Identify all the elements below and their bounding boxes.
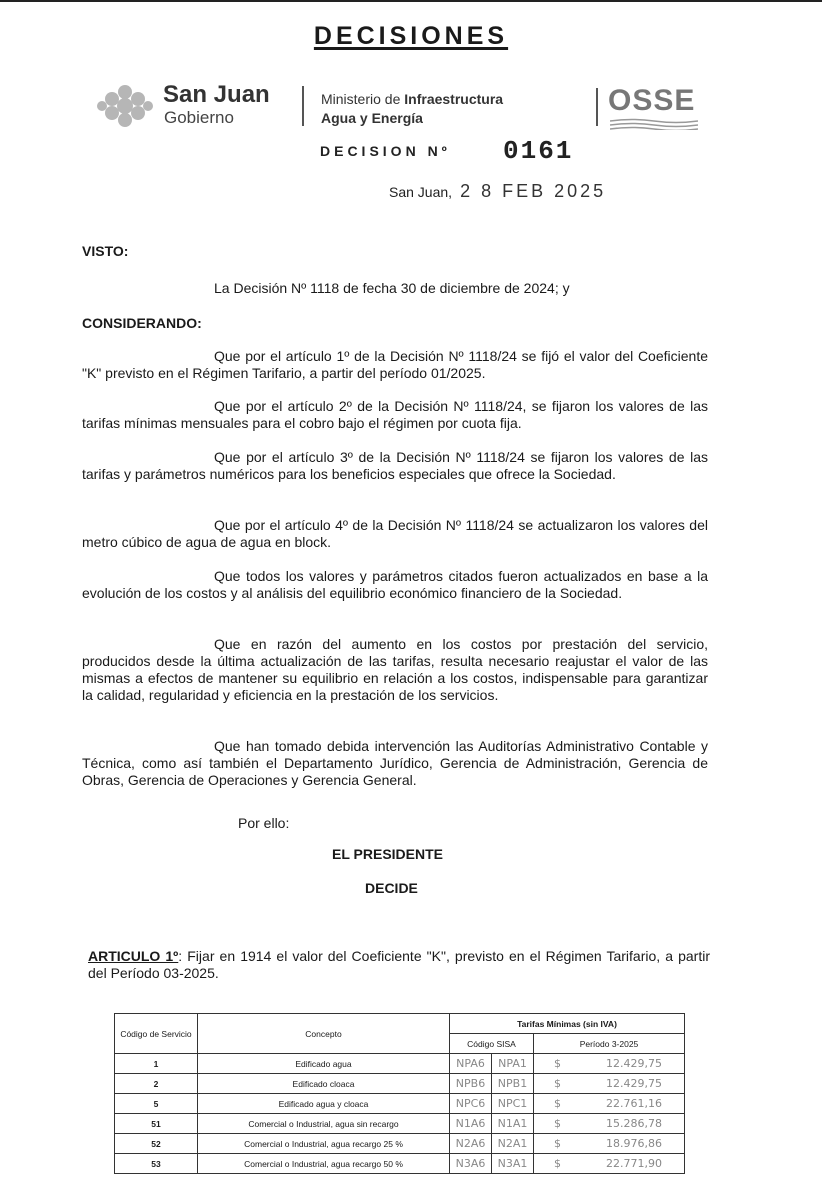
cell-sisa-2: NPC1	[492, 1094, 534, 1114]
cell-sisa-1: NPC6	[450, 1094, 492, 1114]
cell-sisa-2: N3A1	[492, 1154, 534, 1174]
agency-logo: OSSE	[608, 84, 696, 117]
paragraph: Que por el artículo 1º de la Decisión Nº 1118/24 se fijó el valor del Coeficiente "K" previsto en el Régimen Tarifario, a partir del período 01/2025.	[82, 348, 708, 381]
cell-code: 51	[115, 1114, 198, 1134]
cell-sisa-1: NPB6	[450, 1074, 492, 1094]
cell-concept: Edificado agua	[198, 1054, 450, 1074]
decision-number: 0161	[503, 136, 574, 166]
cell-concept: Comercial o Industrial, agua recargo 25 %	[198, 1134, 450, 1154]
cell-amount: $ 12.429,75	[534, 1074, 685, 1094]
section-title: DECISIONES	[313, 22, 509, 50]
table-row	[115, 1054, 685, 1074]
por-ello: Por ello:	[238, 815, 290, 831]
header-concept: Concepto	[198, 1014, 450, 1054]
cell-amount: $ 15.286,78	[534, 1114, 685, 1134]
cell-sisa-1: N1A6	[450, 1114, 492, 1134]
waves-icon	[610, 118, 698, 130]
table-row	[115, 1154, 685, 1174]
date-line: San Juan, 2 8 FEB 2025	[389, 181, 607, 201]
paragraph: Que todos los valores y parámetros citados fueron actualizados en base a la evolución de los costos y al análisis del equilibrio económico financiero de la Sociedad.	[82, 568, 708, 601]
paragraph: Que por el artículo 4º de la Decisión Nº 1118/24 se actualizaron los valores del metro cúbico de agua de agua en block.	[82, 517, 708, 550]
table-row	[115, 1074, 685, 1094]
cell-code: 52	[115, 1134, 198, 1154]
divider	[302, 86, 304, 126]
cell-sisa-1: NPA6	[450, 1054, 492, 1074]
cell-concept: Comercial o Industrial, agua sin recargo	[198, 1114, 450, 1134]
cell-concept: Edificado agua y cloaca	[198, 1094, 450, 1114]
top-rule	[0, 0, 822, 2]
cell-sisa-2: N1A1	[492, 1114, 534, 1134]
cell-concept: Edificado cloaca	[198, 1074, 450, 1094]
org-sub: Gobierno	[164, 108, 234, 127]
cell-code: 1	[115, 1054, 198, 1074]
divider	[596, 88, 598, 126]
visto-heading: VISTO:	[82, 243, 129, 259]
date-stamp: 2 8 FEB 2025	[460, 181, 607, 201]
cell-code: 2	[115, 1074, 198, 1094]
cell-sisa-2: NPA1	[492, 1054, 534, 1074]
paragraph: Que por el artículo 2º de la Decisión Nº 1118/24, se fijaron los valores de las tarifas mínimas mensuales para el cobro bajo el régimen por cuota fija.	[82, 398, 708, 431]
table-row	[115, 1094, 685, 1114]
header-code: Código de Servicio	[115, 1014, 198, 1054]
cell-amount: $ 22.771,90	[534, 1154, 685, 1174]
article-1: ARTICULO 1º: Fijar en 1914 el valor del Coeficiente "K", previsto en el Régimen Tarifario, a partir del Período 03-2025.	[88, 948, 710, 981]
cell-amount: $ 12.429,75	[534, 1054, 685, 1074]
decision-label: DECISION Nº	[320, 143, 451, 159]
cell-code: 53	[115, 1154, 198, 1174]
cell-code: 5	[115, 1094, 198, 1114]
paragraph: Que por el artículo 3º de la Decisión Nº 1118/24 se fijaron los valores de las tarifas y parámetros numéricos para los beneficios especiales que ofrece la Sociedad.	[82, 449, 708, 482]
cell-concept: Comercial o Industrial, agua recargo 50 %	[198, 1154, 450, 1174]
header-period: Período 3-2025	[534, 1034, 685, 1054]
table-row	[115, 1134, 685, 1154]
cell-sisa-2: NPB1	[492, 1074, 534, 1094]
cell-sisa-1: N3A6	[450, 1154, 492, 1174]
cell-amount: $ 18.976,86	[534, 1134, 685, 1154]
tariff-table	[114, 1013, 685, 1174]
decide: DECIDE	[365, 880, 418, 896]
san-juan-logo-icon	[96, 82, 154, 130]
org-name: San Juan	[163, 81, 270, 108]
visto-text: La Decisión Nº 1118 de fecha 30 de diciembre de 2024; y	[214, 280, 570, 296]
president: EL PRESIDENTE	[332, 846, 443, 862]
cell-sisa-2: N2A1	[492, 1134, 534, 1154]
table-row	[115, 1114, 685, 1134]
considerando-heading: CONSIDERANDO:	[82, 315, 202, 331]
paragraph: Que en razón del aumento en los costos por prestación del servicio, producidos desde la última actualización de las tarifas, resulta necesario reajustar el valor de las mismas a efectos de mantener su equilibrio en relación a los costos, indispensable para garantizar la calidad, regularidad y eficiencia en la prestación de los servicios.	[82, 636, 708, 703]
header-group: Tarifas Mínimas (sin IVA)	[450, 1014, 685, 1034]
ministry: Ministerio de Infraestructura Agua y Energía	[321, 91, 504, 126]
header-sisa: Código SISA	[450, 1034, 534, 1054]
paragraph: Que han tomado debida intervención las Auditorías Administrativo Contable y Técnica, como así también el Departamento Jurídico, Gerencia de Administración, Gerencia de Obras, Gerencia de Operaciones y Gerencia General.	[82, 738, 708, 788]
cell-amount: $ 22.761,16	[534, 1094, 685, 1114]
cell-sisa-1: N2A6	[450, 1134, 492, 1154]
